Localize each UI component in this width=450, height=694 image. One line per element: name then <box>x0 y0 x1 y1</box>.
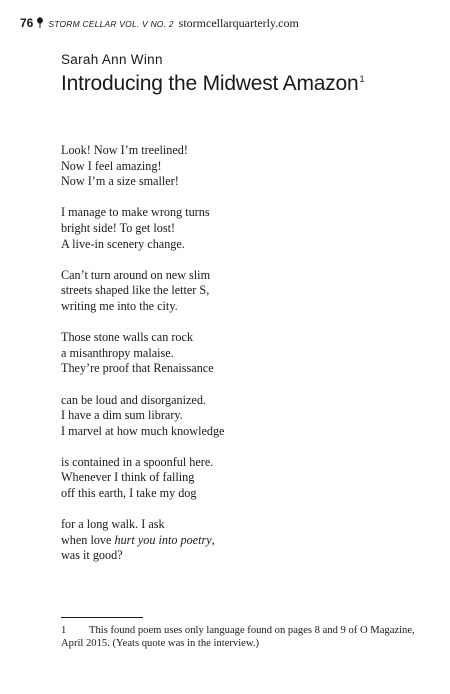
poem-body <box>61 143 401 580</box>
footnote-divider <box>61 617 143 618</box>
poem-line: Whenever I think of falling <box>61 470 195 485</box>
line-text: when love <box>61 532 115 547</box>
poem-line: Now I feel amazing! <box>61 158 162 173</box>
poem-line: streets shaped like the letter S, <box>61 283 210 298</box>
footnote-number: 1 <box>61 625 67 636</box>
journal-website: stormcellarquarterly.com <box>178 16 299 30</box>
stanza <box>61 205 401 252</box>
poem-line-with-quote <box>61 533 401 549</box>
poem-line: I manage to make wrong turns <box>61 205 210 220</box>
line-punctuation: , <box>211 532 215 547</box>
poem-line: They’re proof that Renaissance <box>61 361 214 376</box>
poem-line: off this earth, I take my dog <box>61 486 197 501</box>
poem-line: for a long walk. I ask <box>61 517 165 532</box>
journal-name: STORM CELLAR VOL. V NO. 2 <box>48 19 174 29</box>
poem-line: Now I’m a size smaller! <box>61 174 179 189</box>
footnote-marker: 1 <box>359 74 365 84</box>
poem-line: was it good? <box>61 548 123 563</box>
stanza-final <box>61 517 401 564</box>
poem-line: I marvel at how much knowledge <box>61 423 225 438</box>
stanza <box>61 143 401 190</box>
running-header <box>20 14 299 31</box>
footnote <box>61 624 421 651</box>
stanza <box>61 268 401 315</box>
stanza <box>61 455 401 502</box>
yeats-quote: hurt you into poetry <box>114 532 212 547</box>
leaf-ornament-icon <box>36 15 44 26</box>
poem-line: A live-in scenery change. <box>61 236 185 251</box>
footnote-text: This found poem uses only language found on pages 8 and 9 of O Magazine, April 2015. (Yeats quote was in the interview.) <box>61 625 415 650</box>
poem-line: a misanthropy malaise. <box>61 345 174 360</box>
poem-line: can be loud and disorganized. <box>61 392 206 407</box>
poem-line: is contained in a spoonful here. <box>61 454 214 469</box>
poem-line: I have a dim sum library. <box>61 408 183 423</box>
poem-line: Look! Now I’m treelined! <box>61 143 188 157</box>
poem-title-text: Introducing the Midwest Amazon <box>61 72 359 95</box>
stanza <box>61 393 401 440</box>
stanza <box>61 330 401 377</box>
author-name: Sarah Ann Winn <box>61 52 163 67</box>
page-number: 76 <box>20 16 34 30</box>
poem-line: Those stone walls can rock <box>61 330 193 345</box>
poem-line: Can’t turn around on new slim <box>61 267 211 282</box>
poem-title <box>61 72 364 96</box>
poem-line: bright side! To get lost! <box>61 220 176 235</box>
poem-line: writing me into the city. <box>61 298 178 313</box>
